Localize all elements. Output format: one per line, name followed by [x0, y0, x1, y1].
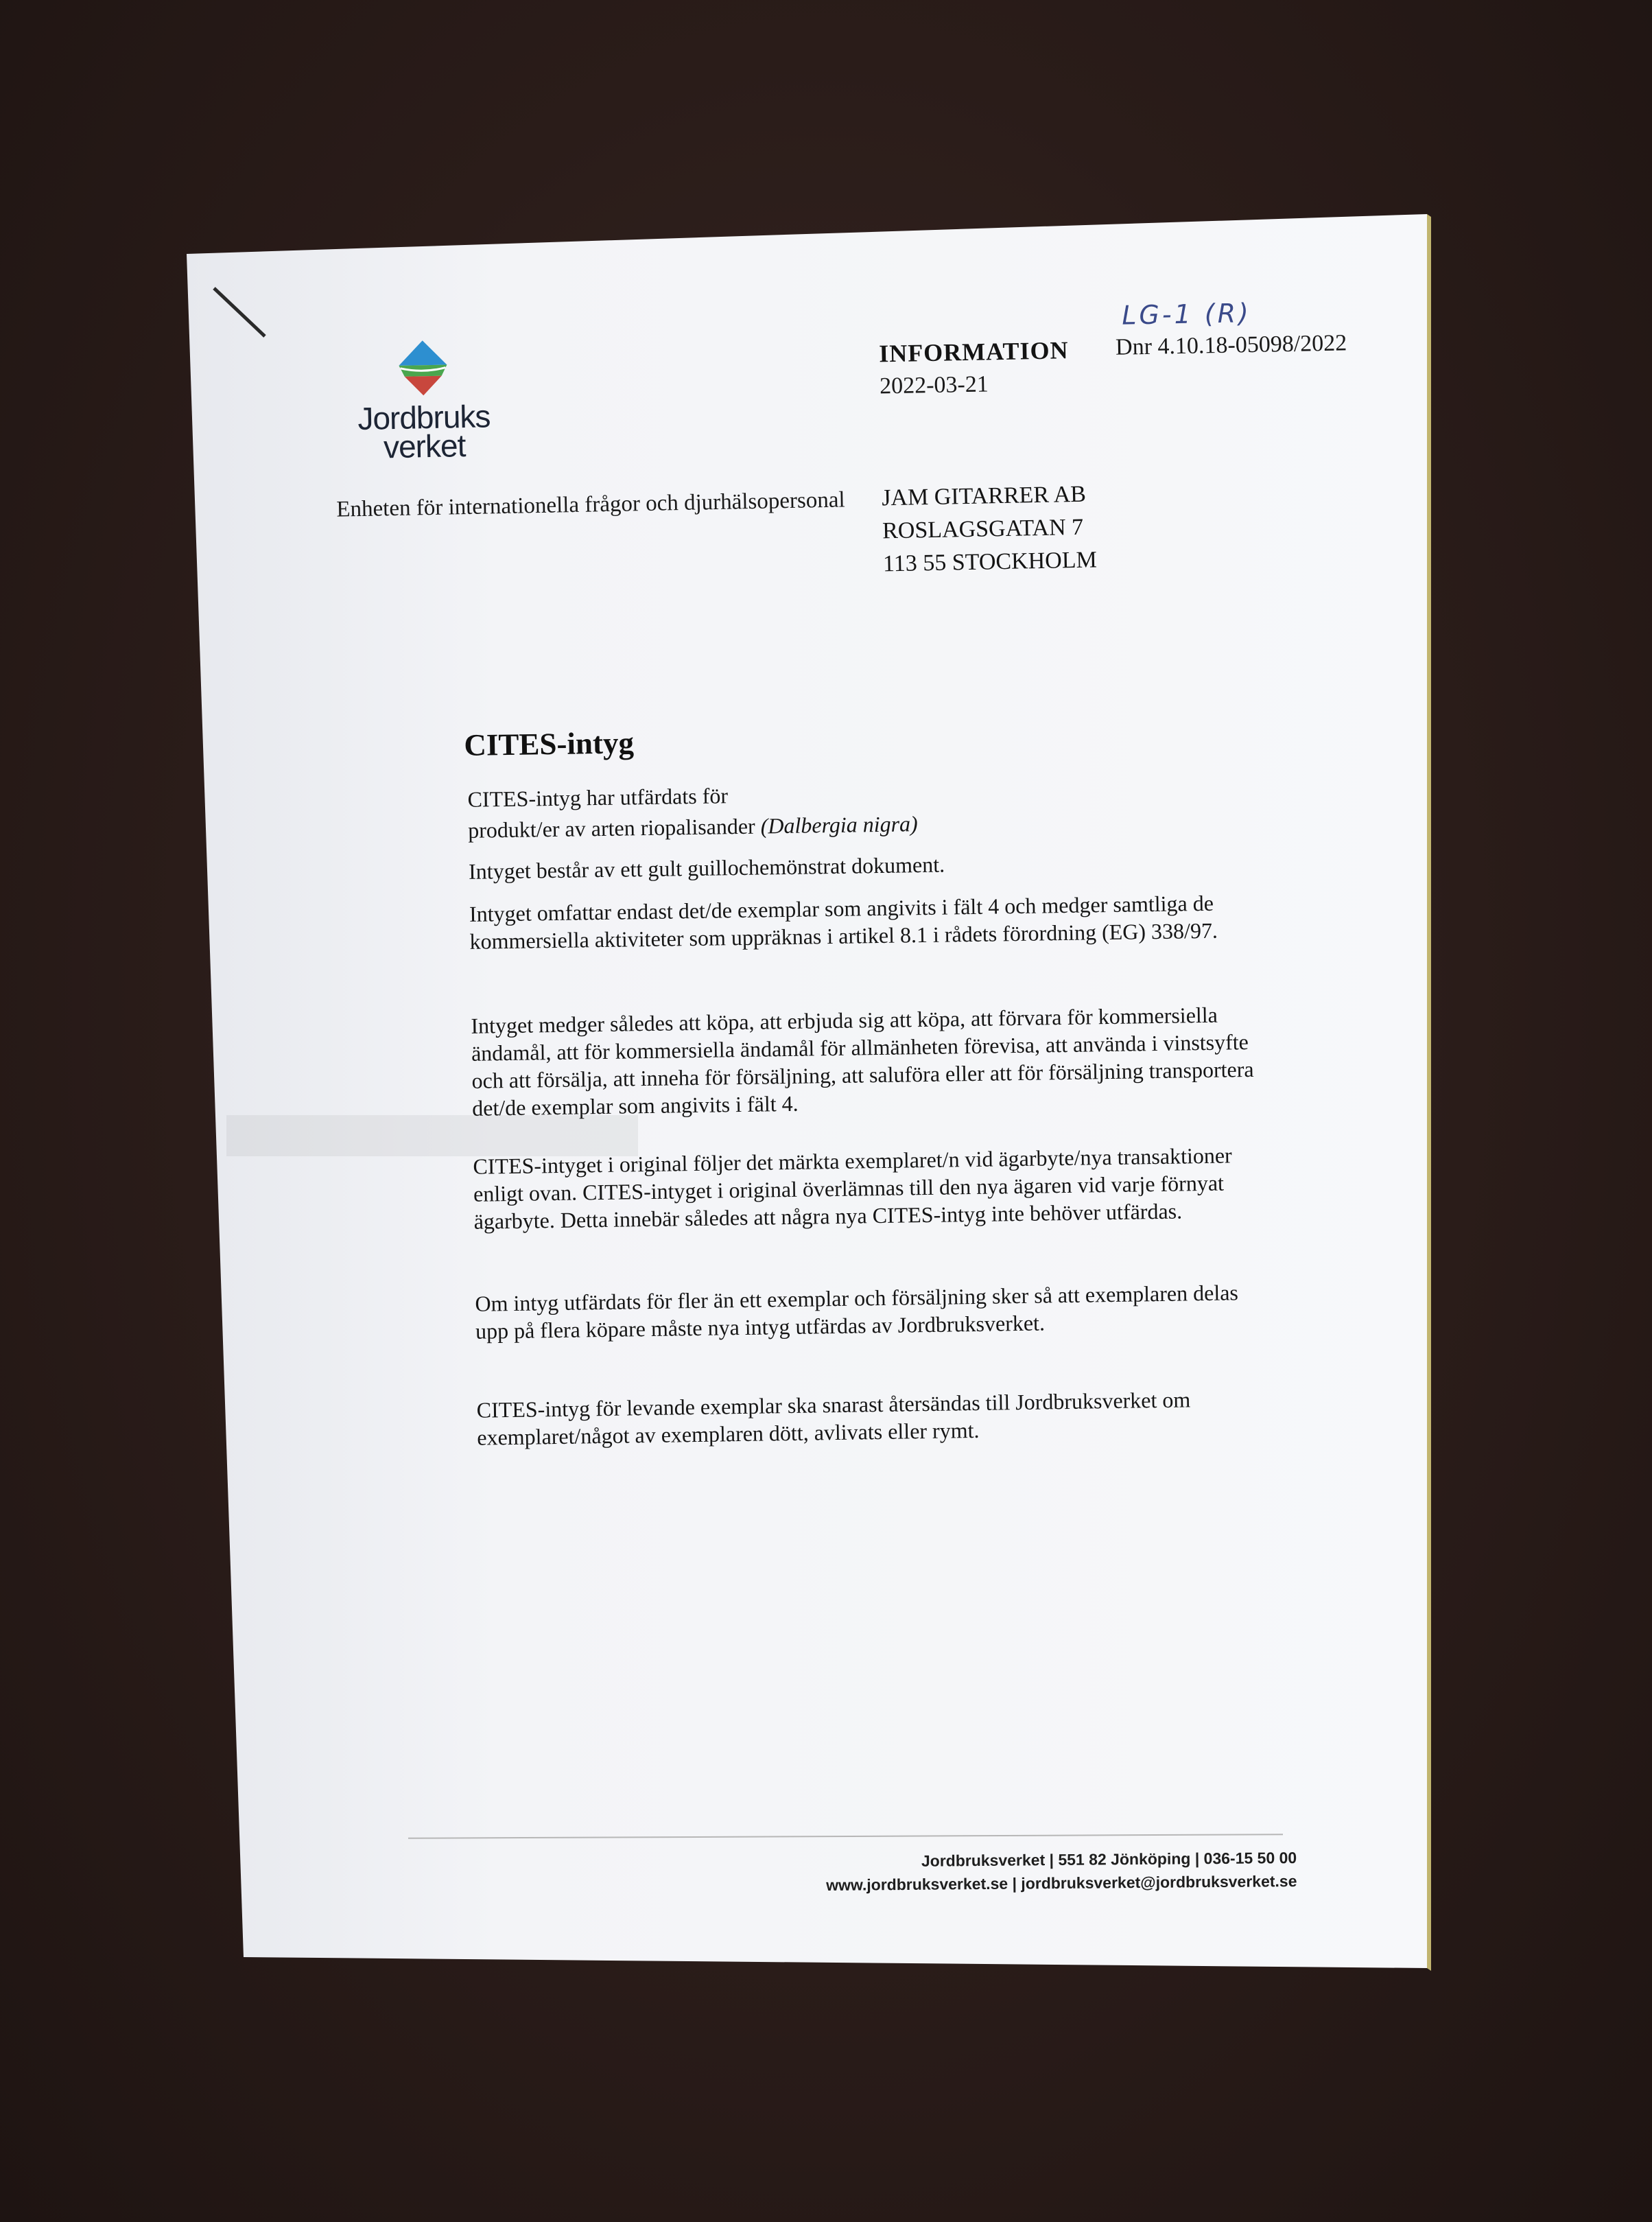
- recipient-postal: 113 55 STOCKHOLM: [882, 547, 1098, 577]
- paragraph-document-description: Intyget består av ett gult guillochemönstrat dokument.: [468, 852, 945, 884]
- handwritten-note: LG-1 (R): [1121, 298, 1252, 331]
- logo-wordmark: [344, 398, 504, 465]
- recipient-address: [882, 478, 1097, 581]
- logo-diamond-icon: [344, 336, 503, 408]
- jordbruksverket-logo: [344, 336, 504, 469]
- sender-unit: Enheten för internationella frågor och djurhälsopersonal: [336, 487, 845, 522]
- letter-header: [322, 295, 1384, 603]
- paragraph-multiple-specimens: Om intyg utfärdats för fler än ett exemplar och försäljning sker så att exemplaren delas upp på flera köpare måste nya intyg utfärdas av Jordbruksverket.: [475, 1280, 1239, 1344]
- intro-line-1: CITES-intyg har utfärdats för: [467, 783, 729, 812]
- logo-text-line1: Jordbruks: [357, 398, 491, 437]
- letter-footer: [748, 1846, 1297, 1906]
- recipient-name: JAM GITARRER AB: [881, 481, 1087, 511]
- paragraph-scope: Intyget omfattar endast det/de exemplar som angivits i fält 4 och medger samtliga de kommersiella aktiviteter som uppräknas i artikel 8.1 i rådets förordning (EG) 338/97.: [469, 890, 1218, 954]
- logo-text-line2: verket: [383, 428, 466, 465]
- document-type: INFORMATION: [878, 336, 1069, 368]
- document-title: CITES-intyg: [464, 725, 635, 762]
- paragraph-ownership-transfer: CITES-intyget i original följer det märkta exemplaret/n vid ägarbyte/nya transaktioner enligt ovan. CITES-intyget i original överlämnas till den nya ägaren vid varje förnyat ägarbyte. Detta innebär således att några nya CITES-intyg inte behöver utfärdas.: [473, 1143, 1232, 1234]
- footer-contact: www.jordbruksverket.se | jordbruksverket@jordbruksverket.se: [826, 1871, 1297, 1894]
- diary-number: Dnr 4.10.18-05098/2022: [1115, 330, 1347, 360]
- recipient-street: ROSLAGSGATAN 7: [882, 514, 1084, 544]
- species-name: (Dalbergia nigra): [760, 811, 918, 839]
- footer-divider: [408, 1834, 1283, 1839]
- document-date: 2022-03-21: [879, 371, 989, 399]
- intro-prefix: produkt/er av arten riopalisander: [467, 813, 755, 843]
- paragraph-permitted-activities: Intyget medger således att köpa, att erbjuda sig att köpa, att förvara för kommersiella ändamål, att för kommersiella ändamål för allmänheten förevisa, att använda i vinstsyfte och att försälja, att inneha för försäljning, att saluföra eller att för försäljning transportera det/de exemplar som angivits i fält 4.: [471, 1002, 1254, 1121]
- paragraph-live-specimens: CITES-intyg för levande exemplar ska snarast återsändas till Jordbruksverket om exemplaret/något av exemplaren dött, avlivats eller rymt.: [476, 1387, 1191, 1450]
- letter-body: [461, 715, 1281, 1450]
- footer-address: Jordbruksverket | 551 82 Jönköping | 036-15 50 00: [921, 1848, 1297, 1870]
